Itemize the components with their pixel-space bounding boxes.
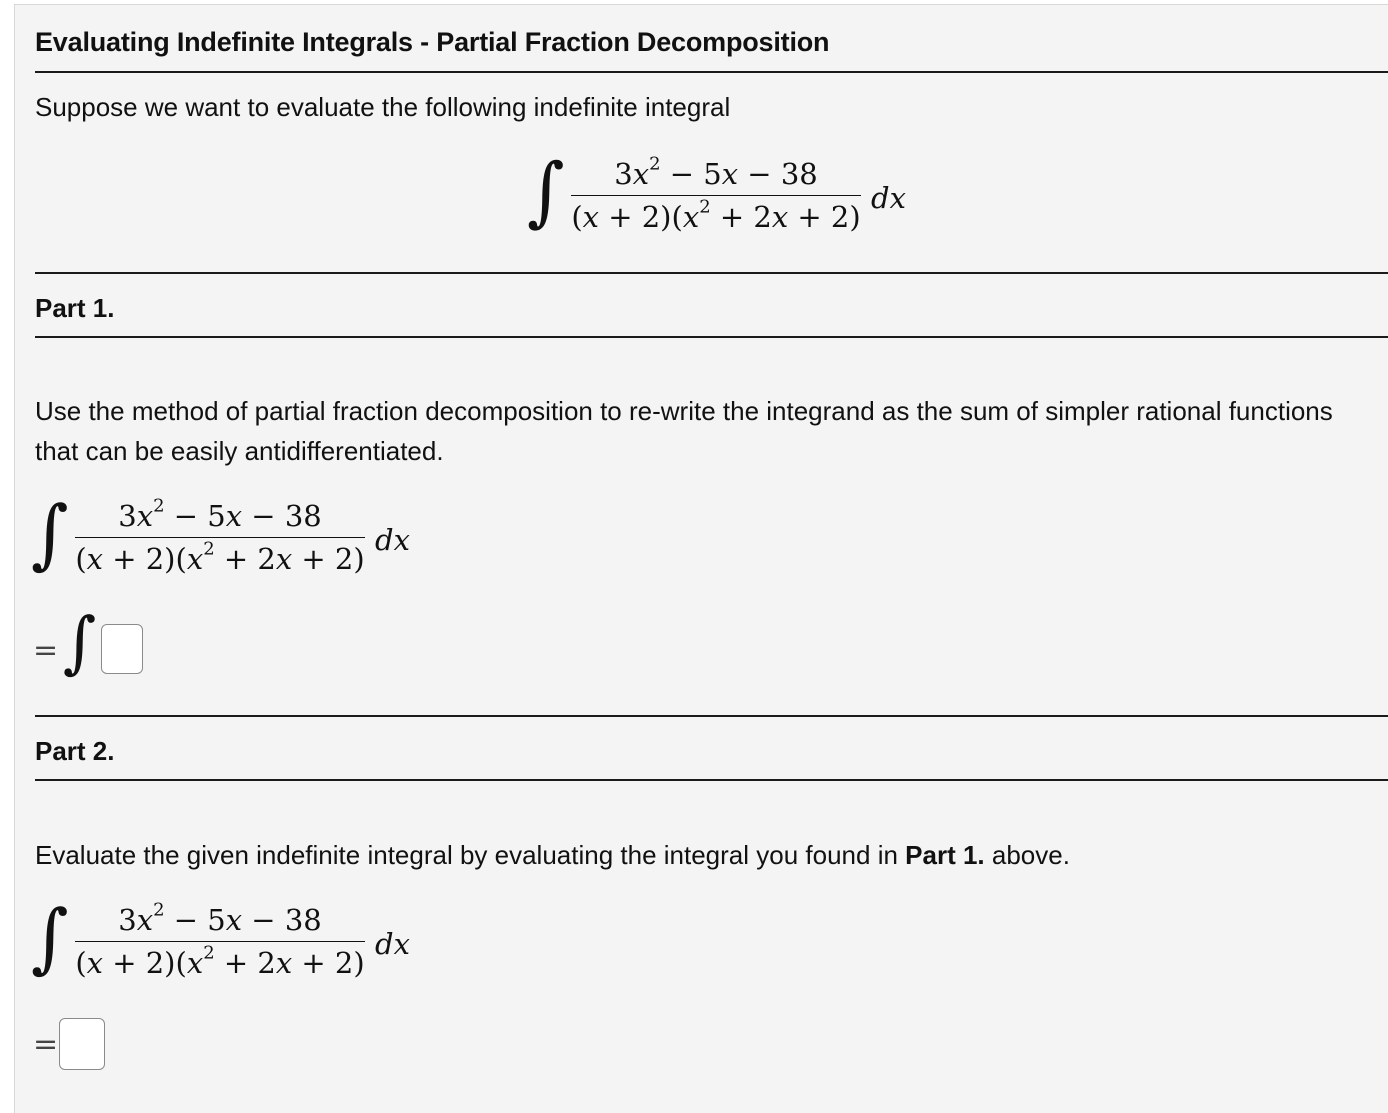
problem-panel	[14, 4, 1388, 1113]
part2-bottom-divider	[35, 779, 1388, 781]
part1-top-divider	[35, 272, 1388, 274]
numerator: $3x^2 - 5x - 38$	[118, 899, 322, 937]
title-divider	[35, 71, 1388, 73]
equals-sign: =	[33, 633, 59, 668]
integral-sign: ∫	[527, 146, 565, 236]
fraction-bar	[75, 941, 365, 942]
page-title: Evaluating Indefinite Integrals - Partial Fraction Decomposition	[35, 27, 830, 57]
numerator: $3x^2 - 5x - 38$	[118, 495, 322, 533]
part2-answer-input[interactable]	[59, 1018, 105, 1070]
part2-instruction: Evaluate the given indefinite integral by evaluating the integral you found in Part 1. above.	[35, 840, 1070, 870]
denominator: $(x + 2)(x^2 + 2x + 2)$	[75, 942, 365, 980]
integral-sign: ∫	[31, 892, 69, 982]
integrand-fraction	[571, 153, 861, 234]
denominator: $(x + 2)(x^2 + 2x + 2)$	[75, 538, 365, 576]
differential: dx	[375, 927, 410, 961]
numerator: $3x^2 - 5x - 38$	[614, 153, 818, 191]
part1-bottom-divider	[35, 336, 1388, 338]
fraction-bar	[75, 537, 365, 538]
differential: dx	[871, 181, 906, 215]
part2-label: Part 2.	[35, 736, 115, 766]
integral-sign: ∫	[31, 488, 69, 578]
part1-instruction: Use the method of partial fraction decomposition to re-write the integrand as the sum of simpler rational functions that can be easily antidifferentiated.	[35, 396, 1333, 466]
integral-sign: ∫	[63, 604, 97, 682]
differential: dx	[375, 523, 410, 557]
part2-top-divider	[35, 715, 1388, 717]
fraction-bar	[571, 195, 861, 196]
equals-sign: =	[33, 1027, 59, 1062]
integrand-fraction	[75, 495, 365, 576]
part1-label: Part 1.	[35, 293, 115, 323]
part1-answer-input[interactable]	[101, 624, 143, 674]
denominator: $(x + 2)(x^2 + 2x + 2)$	[571, 196, 861, 234]
integrand-fraction	[75, 899, 365, 980]
intro-text: Suppose we want to evaluate the following indefinite integral	[35, 92, 731, 122]
